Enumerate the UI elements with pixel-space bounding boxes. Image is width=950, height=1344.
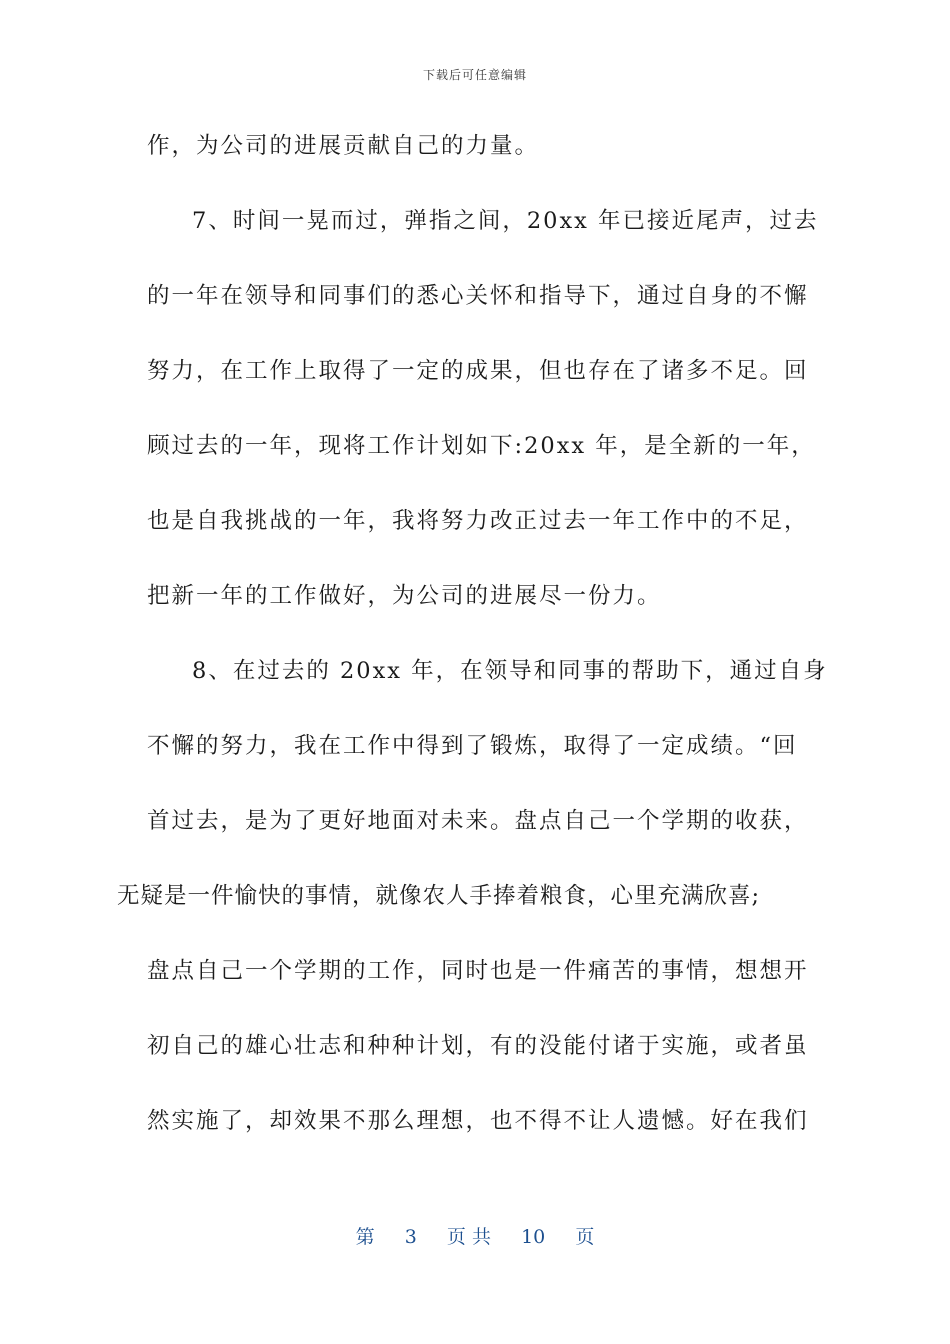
text-line: 初自己的雄心壮志和种种计划，有的没能付诸于实施，或者虽 (147, 1033, 809, 1059)
page-prefix: 第 (355, 1226, 375, 1248)
text-line: 努力，在工作上取得了一定的成果，但也存在了诸多不足。回 (147, 358, 809, 384)
page-middle: 页 共 (446, 1226, 491, 1248)
document-body (117, 114, 828, 1164)
text-line: 也是自我挑战的一年，我将努力改正过去一年工作中的不足， (147, 508, 809, 534)
text-line: 不懈的努力，我在工作中得到了锻炼，取得了一定成绩。“回 (147, 733, 798, 759)
text-line: 顾过去的一年，现将工作计划如下:20xx 年，是全新的一年， (147, 433, 816, 459)
text-line: 首过去，是为了更好地面对未来。盘点自己一个学期的收获， (147, 808, 809, 834)
text-line: 7、时间一晃而过，弹指之间，20xx 年已接近尾声，过去 (192, 208, 819, 234)
page-current: 3 (404, 1226, 417, 1248)
text-line: 盘点自己一个学期的工作，同时也是一件痛苦的事情，想想开 (147, 958, 809, 984)
text-line: 无疑是一件愉快的事情，就像农人手捧着粮食，心里充满欣喜; (117, 883, 761, 909)
page-number-footer (0, 1222, 950, 1249)
text-line: 然实施了，却效果不那么理想，也不得不让人遗憾。好在我们 (147, 1108, 809, 1134)
text-line: 8、在过去的 20xx 年，在领导和同事的帮助下，通过自身 (192, 658, 828, 684)
page-suffix: 页 (575, 1226, 595, 1248)
page-total: 10 (521, 1226, 546, 1248)
text-line: 作，为公司的进展贡献自己的力量。 (147, 133, 540, 159)
text-line: 的一年在领导和同事们的悉心关怀和指导下，通过自身的不懈 (147, 283, 809, 309)
header-note: 下载后可任意编辑 (422, 68, 527, 82)
text-line: 把新一年的工作做好，为公司的进展尽一份力。 (147, 583, 662, 609)
